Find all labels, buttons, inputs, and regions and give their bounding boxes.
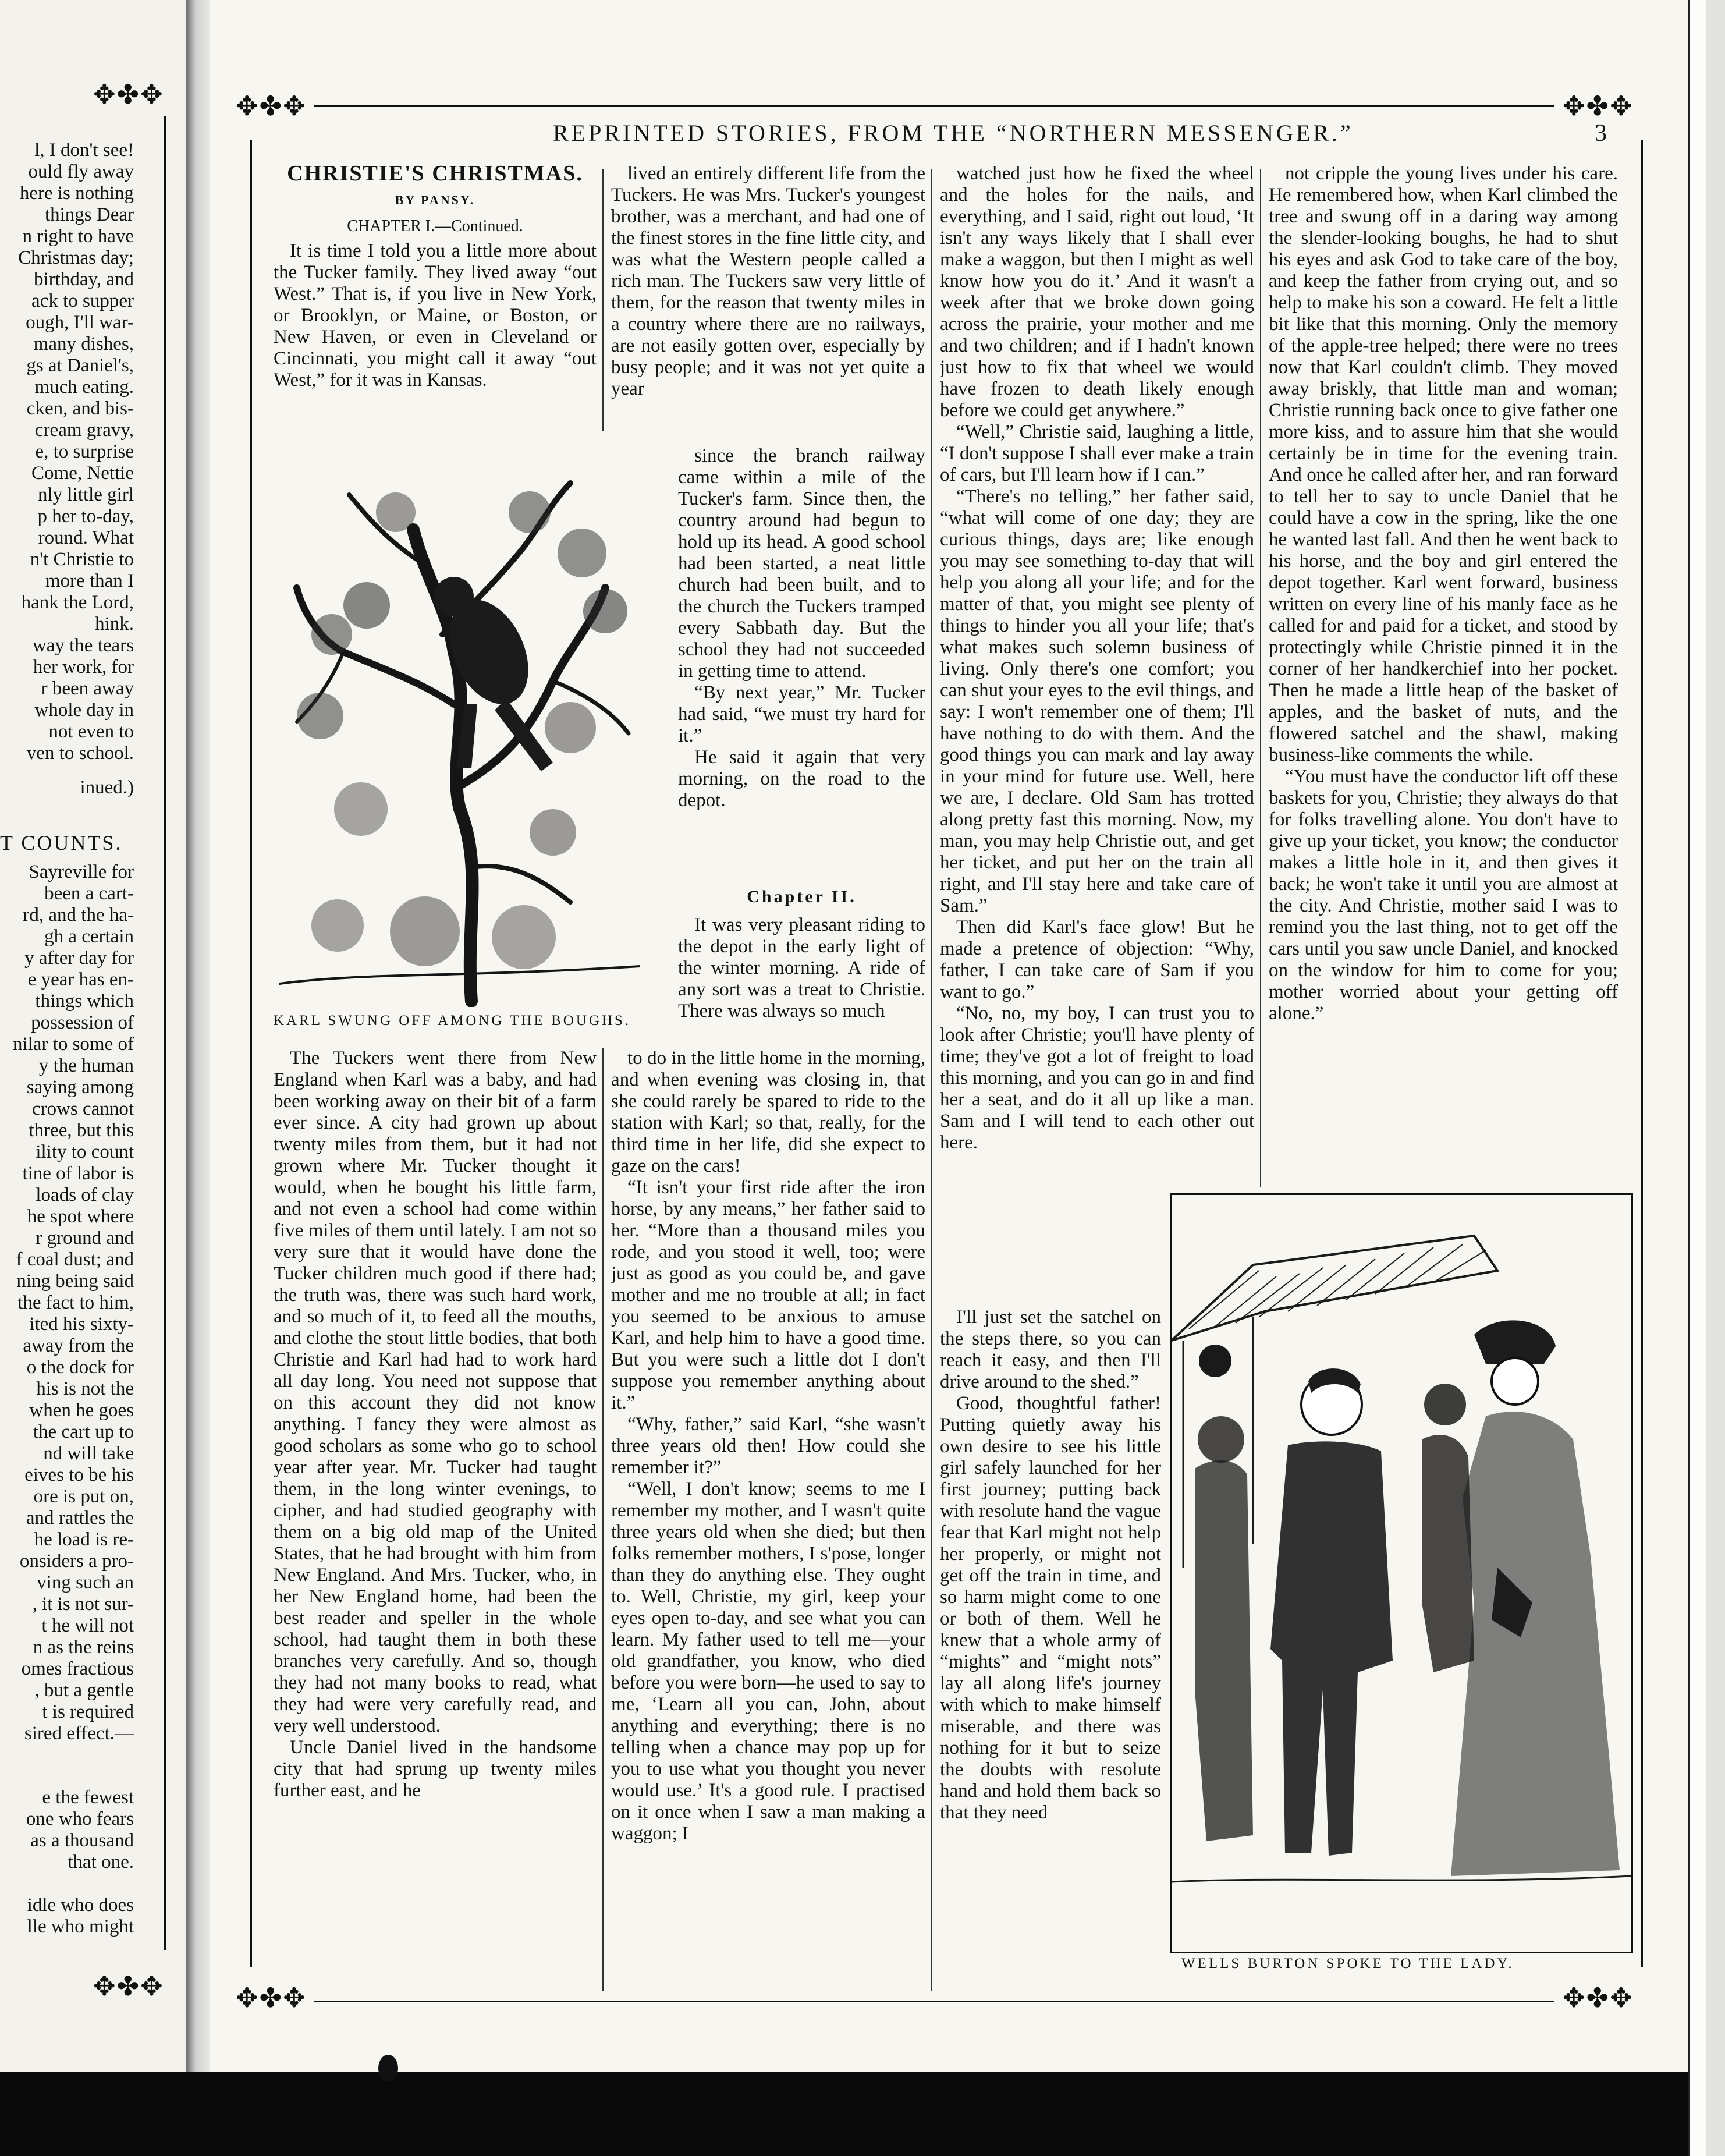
facing-text-line: been a cart- (44, 883, 134, 904)
facing-heading: T COUNTS. (0, 832, 123, 854)
facing-text-line: he load is re- (34, 1529, 134, 1550)
facing-text-line: rd, and the ha- (23, 905, 134, 925)
facing-text-line: much eating. (34, 377, 134, 398)
story-column-4 (1269, 163, 1618, 1187)
facing-text-line: way the tears (32, 635, 134, 656)
story-paragraph: “It isn't your first ride after the iron horse, by any means,” her father said to her. “More than a thousand miles you rode, and you stood it well, too; were just as good as you could be, and gave mother and me no trouble at all; in fact you seemed to be anxious to amuse Karl, and help him to have a good time. But you were such a little dot I don't suppose you remember anything about it.” (611, 1177, 925, 1413)
facing-text-line (0, 1873, 134, 1895)
facing-text-line: t is required (42, 1701, 134, 1722)
corner-ornament: ✥✤✥ (236, 91, 307, 121)
facing-text-line: not even to (48, 721, 134, 742)
facing-text-line: when he goes (29, 1400, 134, 1421)
column-rule (1260, 169, 1261, 1187)
facing-text-line: idle who does (27, 1895, 134, 1916)
corner-ornament: ✥✤✥ (93, 80, 164, 109)
facing-text-line: y after day for (24, 948, 134, 969)
story-paragraph: “By next year,” Mr. Tucker had said, “we must try hard for it.” (678, 682, 925, 746)
facing-text-line: that one. (68, 1852, 134, 1873)
facing-text-line: loads of clay (36, 1185, 134, 1205)
story-byline: BY PANSY. (395, 193, 475, 207)
facing-text-line: n as the reins (33, 1637, 134, 1658)
facing-column-top (0, 140, 134, 768)
facing-column-bottom (0, 1787, 134, 1944)
facing-text-line: , but a gentle (34, 1680, 134, 1701)
facing-text-line: Sayreville for (29, 861, 134, 882)
facing-text-line: r ground and (36, 1228, 134, 1249)
facing-text-line: t he will not (41, 1615, 134, 1636)
facing-text-line: he spot where (27, 1206, 134, 1227)
facing-text-line: gs at Daniel's, (26, 355, 134, 376)
column-rule (931, 169, 932, 1991)
page-number: 3 (1595, 120, 1607, 147)
facing-text-line: saying among (26, 1077, 134, 1098)
page-edge-strip (1688, 0, 1706, 2156)
border-rule (164, 116, 166, 1950)
chapter-2-opening (678, 879, 925, 1042)
facing-text-line: here is nothing (19, 183, 134, 204)
story-column-3-bottom (940, 1307, 1161, 1991)
frame-left-rule (250, 140, 252, 1967)
facing-text-line: , it is not sur- (32, 1594, 134, 1615)
karl-tree-illustration (279, 460, 640, 1007)
facing-text-line: hank the Lord, (21, 592, 134, 613)
column-rule (602, 169, 604, 431)
facing-text-line: tine of labor is (22, 1163, 134, 1184)
corner-ornament: ✥✤✥ (93, 1971, 164, 2001)
story-paragraph: “Well, I don't know; seems to me I remember my mother, and I wasn't quite three years old when she died; but then folks remember mothers, I s'pose, longer than they do anything else. They ought to. Well, Christie, my girl, keep your eyes open to-day, and see what you can learn. My father used to tell me—your old grandfather, you know, who died before you were born—he used to say to me, ‘Learn all you can, John, about anything and everything; there is no telling when a chance may pop up for you to use what you thought you never would use.’ It's a good rule. I practised on it once when I saw a man making a waggon; I (611, 1478, 925, 1844)
story-paragraph: “Well,” Christie said, laughing a little, “I don't suppose I shall ever make a train of cars, but I'll learn how if I can.” (940, 421, 1254, 485)
story-paragraph: since the branch railway came within a mile of the Tucker's farm. Since then, the country around had begun to hold up its head. A good school had been started, a neat little church had been built, and to the church the Tuckers tramped every Sabbath day. But the school they had not succeeded in getting time to attend. (678, 445, 925, 682)
story-paragraph: I'll just set the satchel on the steps there, so you can reach it easy, and then I'll drive around to the shed.” (940, 1307, 1161, 1392)
story-paragraph: Then did Karl's face glow! But he made a pretence of objection: “Why, father, I can take care of Sam if you want to go.” (940, 917, 1254, 1002)
frame-bottom-rule (314, 2001, 1554, 2002)
facing-text-line: cream gravy, (34, 420, 134, 441)
facing-text-line: onsiders a pro- (19, 1551, 134, 1572)
facing-text-line: ough, I'll war- (26, 312, 134, 333)
story-paragraph: to do in the little home in the morning, and when evening was closing in, that she could rarely be spared to ride to the station with Karl; so that, really, for the third time in her life, did she expect to gaze on the cars! (611, 1048, 925, 1176)
facing-text-line: three, but this (29, 1120, 134, 1141)
story-paragraph: The Tuckers went there from New England when Karl was a baby, and had been working away on their bit of a farm ever since. A city had grown up about twenty miles from them, but it had not grown where Mr. Tucker thought it would, when he bought his little farm, and not even a school had come within five miles of them until lately. I am not so very sure that it would have done the Tucker children much good if there had; the truth was, there was such hard work, and so much of it, to feed all the mouths, and clothe the stout little bodies, that both Christie and Karl had had to work hard all day long. You need not suppose that on this account they did not know anything. I fancy they were almost as good scholars as some who go to school year after year. Mr. Tucker had taught them, in the long winter evenings, to cipher, and had studied geography with them on a big old map of the United States, that he had brought with him from New England. And Mrs. Tucker, who, in her New England home, had been the best reader and speller in the whole school, had taught them in both these branches very carefully. And so, though they had not many books to read, what they had were very carefully read, and very well understood. (274, 1048, 597, 1736)
facing-text-line: whole day in (34, 700, 134, 721)
facing-text-line: l, I don't see! (34, 140, 134, 161)
chapter-heading: Chapter II. (747, 887, 857, 906)
facing-text-line: more than I (45, 570, 134, 591)
story-paragraph: Uncle Daniel lived in the handsome city that had sprung up twenty miles further east, and he (274, 1737, 597, 1801)
facing-text-line: hink. (95, 614, 134, 634)
facing-text-line: crows cannot (31, 1098, 134, 1119)
facing-continued-note: inued.) (80, 777, 134, 798)
story-column-2-top (611, 163, 925, 442)
facing-text-line: f coal dust; and (16, 1249, 134, 1270)
facing-text-line: things which (35, 991, 134, 1012)
facing-text-line: ven to school. (26, 743, 134, 764)
facing-text-line: birthday, and (34, 269, 134, 290)
column-rule (602, 1048, 604, 1991)
frame-top-rule (314, 105, 1554, 107)
story-paragraph: not cripple the young lives under his care. He remembered how, when Karl climbed the tree and swung off in a daring way among the slender-looking boughs, he had to shut his eyes and ask God to take care of the boy, and keep the father from crying out, and so help to make his son a coward. He felt a little bit like that this morning. Only the memory of the apple-tree helped; there were no trees now that Karl couldn't climb. They moved away briskly, that little man and woman; Christie running back once to give father one more kiss, and to assure him that she would certainly be in time for the evening train. And once he called after her, and ran forward to tell her to say to uncle Daniel that he could have a cow in the spring, like the one he wanted last fall. And then he went back to his horse, and the boy and girl entered the depot together. Karl went forward, business written on every line of his manly face as he called for and paid for a ticket, and stood by protectingly while Christie pinned it in the corner of her handkerchief into her pocket. Then he made a little heap of the basket of apples, and the basket of nuts, and the flowered satchel and the shawl, making business-like comments the while. (1269, 163, 1618, 765)
facing-text-line: as a thousand (30, 1830, 134, 1851)
facing-text-line: o the dock for (26, 1357, 134, 1378)
facing-text-line: nd will take (43, 1443, 134, 1464)
facing-text-line: e the fewest (42, 1787, 134, 1808)
facing-text-line: e year has en- (27, 969, 134, 990)
frame-right-rule (1641, 140, 1643, 1967)
corner-ornament: ✥✤✥ (1563, 1983, 1634, 2013)
corner-ornament: ✥✤✥ (236, 1983, 307, 2013)
facing-text-line: ility to count (36, 1141, 134, 1162)
ink-blot (378, 2055, 398, 2081)
facing-text-line: r been away (41, 678, 134, 699)
facing-column-middle (0, 861, 134, 1752)
facing-text-line: Come, Nettie (31, 463, 134, 484)
facing-text-line: away from the (23, 1335, 134, 1356)
story-column-2-beside-illustration (678, 445, 925, 876)
facing-text-line: ning being said (16, 1271, 134, 1292)
page-gutter (186, 0, 210, 2072)
facing-text-line: Christmas day; (18, 247, 134, 268)
wells-burton-illustration (1170, 1193, 1633, 1953)
facing-text-line: possession of (31, 1012, 134, 1033)
newspaper-page (210, 0, 1699, 2072)
facing-text-line: one who fears (26, 1809, 134, 1829)
story-title: CHRISTIE'S CHRISTMAS. (287, 163, 583, 186)
facing-text-line: nilar to some of (12, 1034, 134, 1055)
facing-text-line: ving such an (37, 1572, 134, 1593)
story-paragraph: “There's no telling,” her father said, “what will come of one day; they are curious things, days are; like enough you may see something to-day that will help you along all your life; and for the matter of that, you might see plenty of things to hinder you all your life; that's what makes such solemn business of living. Only there's one comfort; you can shut your eyes to the evil things, and say: I won't remember one of them; I'll have nothing to do with them. And the good things you can mark and lay away in your mind for future use. Well, here we are, I declare. Old Sam has trotted along pretty fast this morning. Now, my man, you may help Christie out, and get her ticket, and put her on the train all right, and I'll stay here and take care of Sam.” (940, 486, 1254, 916)
story-paragraph: Good, thoughtful father! Putting quietly away his own desire to see his little girl safely launched for her first journey; putting back with resolute hand the vague fear that Karl might not help her properly, or might not get off the train in time, and so harm might come to one or both of them. Well he knew that a whole army of “mights” and “might nots” lay all along life's journey with which to make himself miserable, and there was nothing for it but to seize the doubts with resolute hand and hold them back so that they need (940, 1393, 1161, 1823)
facing-text-line: ould fly away (28, 161, 134, 182)
facing-text-line: n right to have (22, 226, 134, 247)
story-column-2-bottom (611, 1048, 925, 1991)
facing-text-line: nly little girl (38, 484, 134, 505)
facing-text-line: things Dear (44, 204, 134, 225)
facing-page-fragment (0, 0, 186, 2072)
story-paragraph: It is time I told you a little more about the Tucker family. They lived away “out West.” That is, if you live in New York, or Brooklyn, or Maine, or Boston, or New Haven, or even in Cleveland or Cincinnati, you might call it away “out West,” for it was in Kansas. (274, 240, 597, 391)
facing-text-line: omes fractious (21, 1658, 134, 1679)
facing-text-line: y the human (38, 1055, 134, 1076)
karl-caption: KARL SWUNG OFF AMONG THE BOUGHS. (274, 1013, 631, 1029)
page-edge (1688, 0, 1725, 2156)
facing-text-line: round. What (38, 527, 134, 548)
facing-text-line: ore is put on, (33, 1486, 134, 1507)
facing-text-line: the cart up to (33, 1421, 134, 1442)
story-paragraph: “Why, father,” said Karl, “she wasn't three years old then! How could she remember it?” (611, 1414, 925, 1478)
facing-text-line: cken, and bis- (26, 398, 134, 419)
story-paragraph: “No, no, my boy, I can trust you to look after Christie; you'll have plenty of time; they've got a lot of freight to load this morning, and you can go in and find her a seat, and do it all up like a man. Sam and I will tend to each other out here. (940, 1003, 1254, 1153)
facing-text-line: lle who might (27, 1916, 134, 1937)
story-paragraph: He said it again that very morning, on the road to the depot. (678, 747, 925, 811)
facing-text-line: many dishes, (33, 334, 134, 354)
facing-text-line: ited his sixty- (29, 1314, 134, 1335)
facing-text-line: p her to-day, (37, 506, 134, 527)
facing-text-line: ack to supper (31, 290, 134, 311)
story-paragraph: watched just how he fixed the wheel and the holes for the nails, and everything, and I said, right out loud, ‘It isn't any ways likely that I shall ever make a waggon, but then I might as well know how you do it.’ And it wasn't a week after that we broke down going across the prairie, your mother and me and two children; and if I hadn't known just how to fix that wheel we would have frozen to death likely enough before we could get anywhere.” (940, 163, 1254, 421)
facing-text-line: sired effect.— (24, 1723, 134, 1744)
facing-text-line: his is not the (36, 1378, 134, 1399)
story-paragraph: “You must have the conductor lift off these baskets for you, Christie; they always do that for folks travelling alone. You don't have to give up your ticket, you know; the conductor makes a little hole in it, and then gives it back; he won't take it until you are almost at the city. And Christie, mother said I was to remind you the last thing, not to get off the cars until you saw uncle Daniel, and knocked on the window for him to come for you; mother worried about your getting off alone.” (1269, 766, 1618, 1024)
chapter-heading: CHAPTER I.—Continued. (347, 217, 523, 235)
facing-text-line: eives to be his (24, 1464, 134, 1485)
facing-text-line: her work, for (33, 657, 134, 678)
story-paragraph: It was very pleasant riding to the depot in the early light of the winter morning. A ride of any sort was a treat to Christie. There was always so much (678, 914, 925, 1022)
story-column-3-top (940, 163, 1254, 1304)
facing-text-line: e, to surprise (35, 441, 134, 462)
story-column-1-bottom (274, 1048, 597, 1991)
running-header: REPRINTED STORIES, FROM THE “NORTHERN MESSENGER.” (553, 120, 1354, 146)
corner-ornament: ✥✤✥ (1563, 91, 1634, 121)
facing-text-line: and rattles the (26, 1508, 134, 1529)
wells-caption: WELLS BURTON SPOKE TO THE LADY. (1181, 1956, 1514, 1971)
facing-text-line: n't Christie to (30, 549, 134, 570)
facing-text-line: gh a certain (44, 926, 134, 947)
facing-text-line: the fact to him, (17, 1292, 134, 1313)
story-paragraph: lived an entirely different life from the Tuckers. He was Mrs. Tucker's youngest brother, was a merchant, and had one of the finest stores in the fine little city, and was what the Western people called a rich man. The Tuckers saw very little of them, for the reason that twenty miles in a country where there are no railways, are not easily gotten over, especially by busy people; and it was not yet quite a year (611, 163, 925, 399)
story-column-1-top (274, 163, 597, 442)
